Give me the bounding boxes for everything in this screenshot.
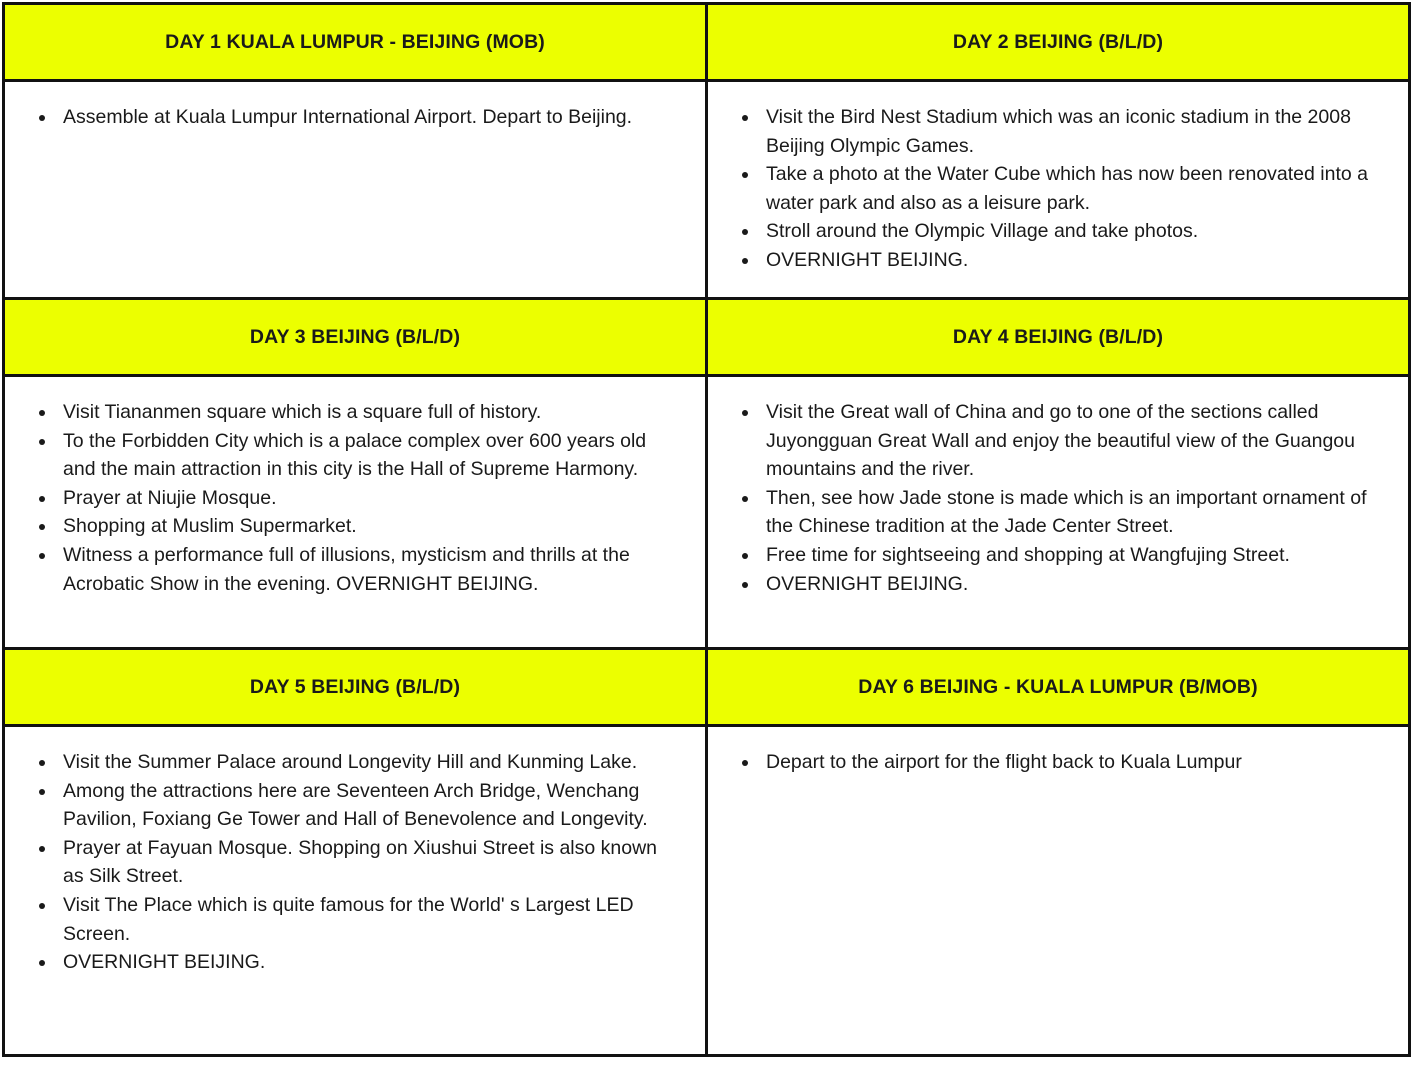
list-item: Visit the Bird Nest Stadium which was an iconic stadium in the 2008 Beijing Olympic Games. xyxy=(766,103,1388,160)
day-1-list xyxy=(5,82,705,132)
list-item: OVERNIGHT BEIJING. xyxy=(63,948,685,977)
day-1-heading: DAY 1 KUALA LUMPUR - BEIJING (MOB) xyxy=(4,4,707,81)
list-item: Prayer at Fayuan Mosque. Shopping on Xiushui Street is also known as Silk Street. xyxy=(63,834,685,891)
day-3-heading: DAY 3 BEIJING (B/L/D) xyxy=(4,299,707,376)
header-row-2 xyxy=(4,299,1410,376)
day-6-heading: DAY 6 BEIJING - KUALA LUMPUR (B/MOB) xyxy=(707,649,1410,726)
list-item: Visit Tiananmen square which is a square full of history. xyxy=(63,398,685,427)
day-1-details xyxy=(4,81,707,299)
list-item: Depart to the airport for the flight back to Kuala Lumpur xyxy=(766,748,1388,777)
body-row-2 xyxy=(4,376,1410,649)
day-4-heading: DAY 4 BEIJING (B/L/D) xyxy=(707,299,1410,376)
day-4-list xyxy=(708,377,1408,598)
day-2-heading: DAY 2 BEIJING (B/L/D) xyxy=(707,4,1410,81)
header-row-1 xyxy=(4,4,1410,81)
day-4-details xyxy=(707,376,1410,649)
list-item: Stroll around the Olympic Village and take photos. xyxy=(766,217,1388,246)
list-item: Prayer at Niujie Mosque. xyxy=(63,484,685,513)
day-5-details xyxy=(4,726,707,1056)
day-3-details xyxy=(4,376,707,649)
list-item: Shopping at Muslim Supermarket. xyxy=(63,512,685,541)
day-5-heading: DAY 5 BEIJING (B/L/D) xyxy=(4,649,707,726)
list-item: Visit The Place which is quite famous for the World' s Largest LED Screen. xyxy=(63,891,685,948)
list-item: Free time for sightseeing and shopping at Wangfujing Street. xyxy=(766,541,1388,570)
header-row-3 xyxy=(4,649,1410,726)
list-item: Visit the Great wall of China and go to one of the sections called Juyongguan Great Wall and enjoy the beautiful view of the Guangou mountains and the river. xyxy=(766,398,1388,484)
day-6-details xyxy=(707,726,1410,1056)
list-item: Take a photo at the Water Cube which has now been renovated into a water park and also as a leisure park. xyxy=(766,160,1388,217)
body-row-3 xyxy=(4,726,1410,1056)
list-item: OVERNIGHT BEIJING. xyxy=(766,570,1388,599)
itinerary-table xyxy=(2,2,1411,1057)
list-item: Assemble at Kuala Lumpur International Airport. Depart to Beijing. xyxy=(63,103,685,132)
list-item: Among the attractions here are Seventeen Arch Bridge, Wenchang Pavilion, Foxiang Ge Tower and Hall of Benevolence and Longevity. xyxy=(63,777,685,834)
day-2-details xyxy=(707,81,1410,299)
day-5-list xyxy=(5,727,705,977)
list-item: OVERNIGHT BEIJING. xyxy=(766,246,1388,275)
body-row-1 xyxy=(4,81,1410,299)
list-item: Visit the Summer Palace around Longevity Hill and Kunming Lake. xyxy=(63,748,685,777)
day-3-list xyxy=(5,377,705,598)
day-6-list xyxy=(708,727,1408,777)
list-item: Then, see how Jade stone is made which is an important ornament of the Chinese tradition at the Jade Center Street. xyxy=(766,484,1388,541)
list-item: To the Forbidden City which is a palace complex over 600 years old and the main attraction in this city is the Hall of Supreme Harmony. xyxy=(63,427,685,484)
list-item: Witness a performance full of illusions, mysticism and thrills at the Acrobatic Show in the evening. OVERNIGHT BEIJING. xyxy=(63,541,685,598)
day-2-list xyxy=(708,82,1408,275)
